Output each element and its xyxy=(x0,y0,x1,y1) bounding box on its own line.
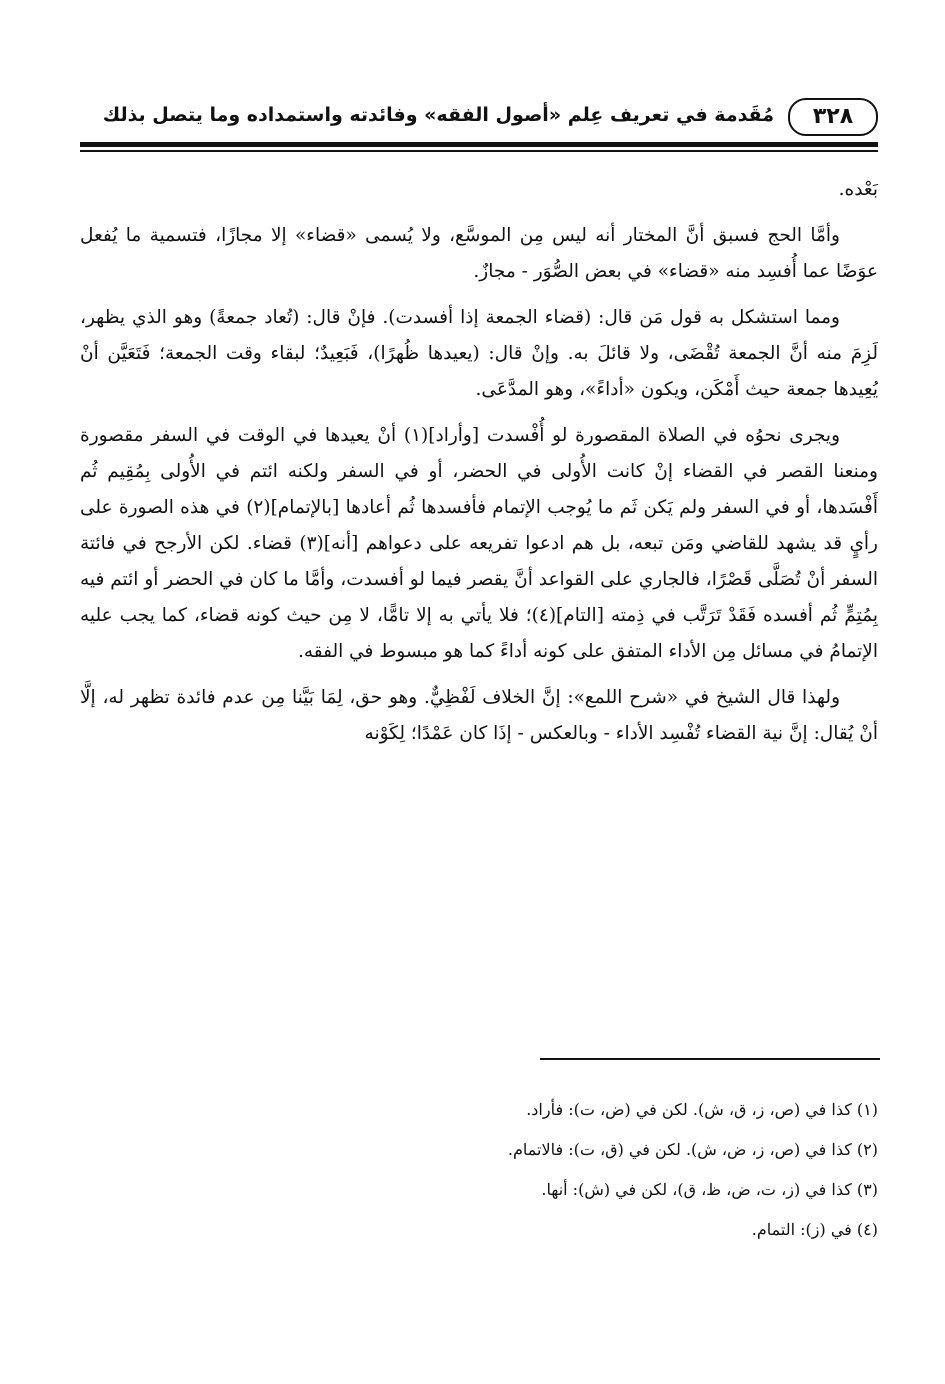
footnotes xyxy=(80,1090,878,1250)
paragraph-jumuah: ومما استشكل به قول مَن قال: (قضاء الجمعة إذا أفسدت). فإنْ قال: (تُعاد جمعةً) وهو الذي يظهر، لَزِمَ منه أنَّ الجمعة تُقْضَى، ولا قائلَ به. وإنْ قال: (يعيدها ظُهرًا)، فَبَعِيدٌ؛ لبقاء وقت الجمعة؛ فَتَعَيَّن أنْ يُعِيدها جمعة حيث أَمْكَن، ويكون «أداءً»، وهو المدَّعَى. xyxy=(80,307,878,400)
page-number: ٣٢٨ xyxy=(788,98,878,136)
footnote-1: (١) كذا في (ص، ز، ق، ش). لكن في (ض، ت): فأراد. xyxy=(526,1100,878,1119)
running-title: مُقَدمة في تعريف عِلم «أصول الفقه» وفائدته واستمداده وما يتصل بذلك xyxy=(102,104,774,126)
paragraph-continuation: بَعْده. xyxy=(838,179,878,200)
paragraph-qasr: ويجرى نحوُه في الصلاة المقصورة لو أُفْسدت [وأراد](١) أنْ يعيدها في الوقت في السفر مقصورة ومنعنا القصر في القضاء إنْ كانت الأُولى في الحضر، أو في السفر ولكنه ائتم في الأُولى بِمُقِيم ثُم أَفْسَدها، أو في السفر ولم يَكن ثَم ما يُوجب الإتمام فأفسدها ثُم أعادها [بالإتمام](٢) في هذه الصورة على رأيٍ قد يشهد للقاضي ومَن تبعه، بل هم ادعوا تفريعه على دعواهم [أنه](٣) قضاء. لكن الأرجح في فائتة السفر أنْ تُصَلَّى قَصْرًا، فالجاري على القواعد أنَّ يقصر فيما لو أفسدت، وأمَّا ما كان في الحضر أو ائتم فيه بِمُتِمٍّ ثُم أفسده فَقَدْ تَرَتَّب في ذِمته [التام](٤)؛ فلا يأتي به إلا تامًّا، لا مِن حيث كونه قضاء، كما يجب عليه الإتمامُ في مسائل مِن الأداء المتفق على كونه أداءً كما هو مبسوط في الفقه. xyxy=(80,425,878,662)
footnote-3: (٣) كذا في (ز، ت، ض، ظ، ق)، لكن في (ش): أنها. xyxy=(541,1180,878,1199)
paragraph-hajj: وأمَّا الحج فسبق أنَّ المختار أنه ليس مِن الموسَّع، ولا يُسمى «قضاء» إلا مجازًا، فتسمية ما يُفعل عوَضًا عما أُفسِد منه «قضاء» في بعض الصُّوَر - مجازٌ. xyxy=(80,225,878,282)
header-rule-thick xyxy=(80,142,878,147)
footnote-2: (٢) كذا في (ص، ز، ض، ش). لكن في (ق، ت): فالاتمام. xyxy=(507,1140,878,1159)
footnote-4: (٤) في (ز): التمام. xyxy=(751,1220,878,1239)
main-text xyxy=(80,172,878,762)
header-rule-thin xyxy=(80,150,878,152)
footnote-separator xyxy=(540,1058,880,1060)
page-header xyxy=(78,96,878,142)
paragraph-sharh-al-luma: ولهذا قال الشيخ في «شرح اللمع»: إنَّ الخلاف لَفْظِيٌّ. وهو حق، لِمَا بَيَّنا مِن عدم فائدة تظهر له، إلَّا أنْ يُقال: إنَّ نية القضاء تُفْسِد الأداء - وبالعكس - إذَا كان عَمْدًا؛ لِكَوْنه xyxy=(80,687,878,744)
